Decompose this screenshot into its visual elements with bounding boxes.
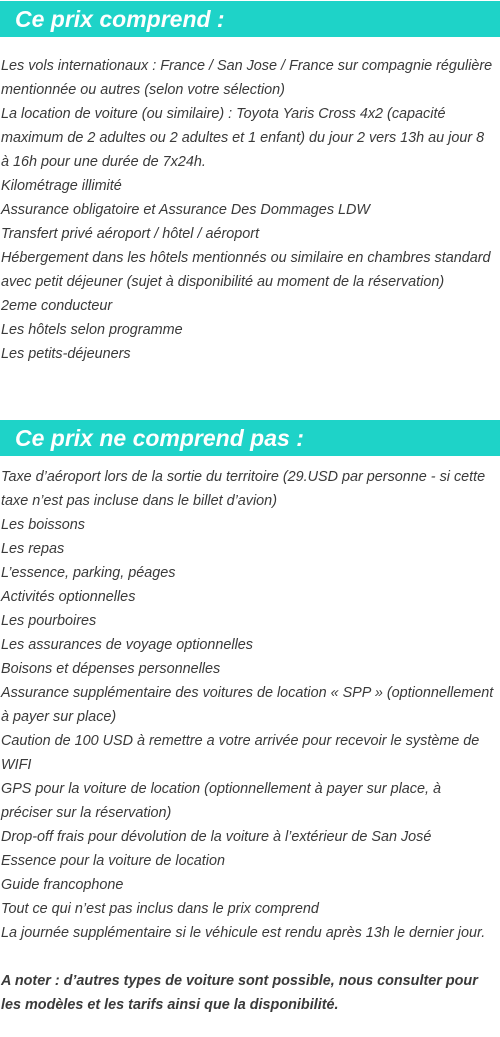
list-item: Transfert privé aéroport / hôtel / aéroport xyxy=(1,226,260,242)
note-text: A noter : d’autres types de voiture sont possible, nous consulter pour les modèles et les tarifs ainsi que la disponibilité. xyxy=(1,973,478,1013)
list-item: Hébergement dans les hôtels mentionnés ou similaire en chambres standard avec petit déjeuner (sujet à disponibilité au moment de la réservation) xyxy=(1,250,491,290)
list-item: Les repas xyxy=(1,541,65,557)
list-item: Les hôtels selon programme xyxy=(1,322,183,338)
list-item: Caution de 100 USD à remettre a votre arrivée pour recevoir le système de WIFI xyxy=(1,733,480,773)
list-item: Les pourboires xyxy=(1,613,97,629)
list-item: La journée supplémentaire si le véhicule est rendu après 13h le dernier jour. xyxy=(1,925,486,941)
list-item: La location de voiture (ou similaire) : Toyota Yaris Cross 4x2 (capacité maximum de 2 adultes ou 2 adultes et 1 enfant) du jour 2 vers 13h au jour 8 à 16h pour une durée de 7x24h. xyxy=(1,106,485,170)
excludes-heading: Ce prix ne comprend pas : xyxy=(0,420,500,456)
list-item: Activités optionnelles xyxy=(1,589,136,605)
list-item: Kilométrage illimité xyxy=(1,178,122,194)
includes-section xyxy=(0,1,500,366)
list-item: Tout ce qui n’est pas inclus dans le prix comprend xyxy=(1,901,319,917)
list-item: Essence pour la voiture de location xyxy=(1,853,225,869)
list-item: L’essence, parking, péages xyxy=(1,565,176,581)
list-item: GPS pour la voiture de location (optionnellement à payer sur place, à préciser sur la réservation) xyxy=(1,781,441,821)
list-item: Les vols internationaux : France / San Jose / France sur compagnie régulière mentionnée ou autres (selon votre sélection) xyxy=(1,58,493,98)
list-item: 2eme conducteur xyxy=(1,298,113,314)
excludes-section xyxy=(0,420,500,945)
list-item: Drop-off frais pour dévolution de la voiture à l’extérieur de San José xyxy=(1,829,432,845)
list-item: Les boissons xyxy=(1,517,85,533)
includes-list xyxy=(0,54,500,366)
excludes-list xyxy=(0,465,500,945)
list-item: Assurance obligatoire et Assurance Des Dommages LDW xyxy=(1,202,370,218)
list-item: Les petits-déjeuners xyxy=(1,346,131,362)
list-item: Assurance supplémentaire des voitures de location « SPP » (optionnellement à payer sur place) xyxy=(1,685,494,725)
list-item: Taxe d’aéroport lors de la sortie du territoire (29.USD par personne - si cette taxe n’est pas incluse dans le billet d’avion) xyxy=(1,469,486,509)
includes-heading: Ce prix comprend : xyxy=(0,1,500,37)
list-item: Boisons et dépenses personnelles xyxy=(1,661,221,677)
list-item: Les assurances de voyage optionnelles xyxy=(1,637,254,653)
list-item: Guide francophone xyxy=(1,877,124,893)
